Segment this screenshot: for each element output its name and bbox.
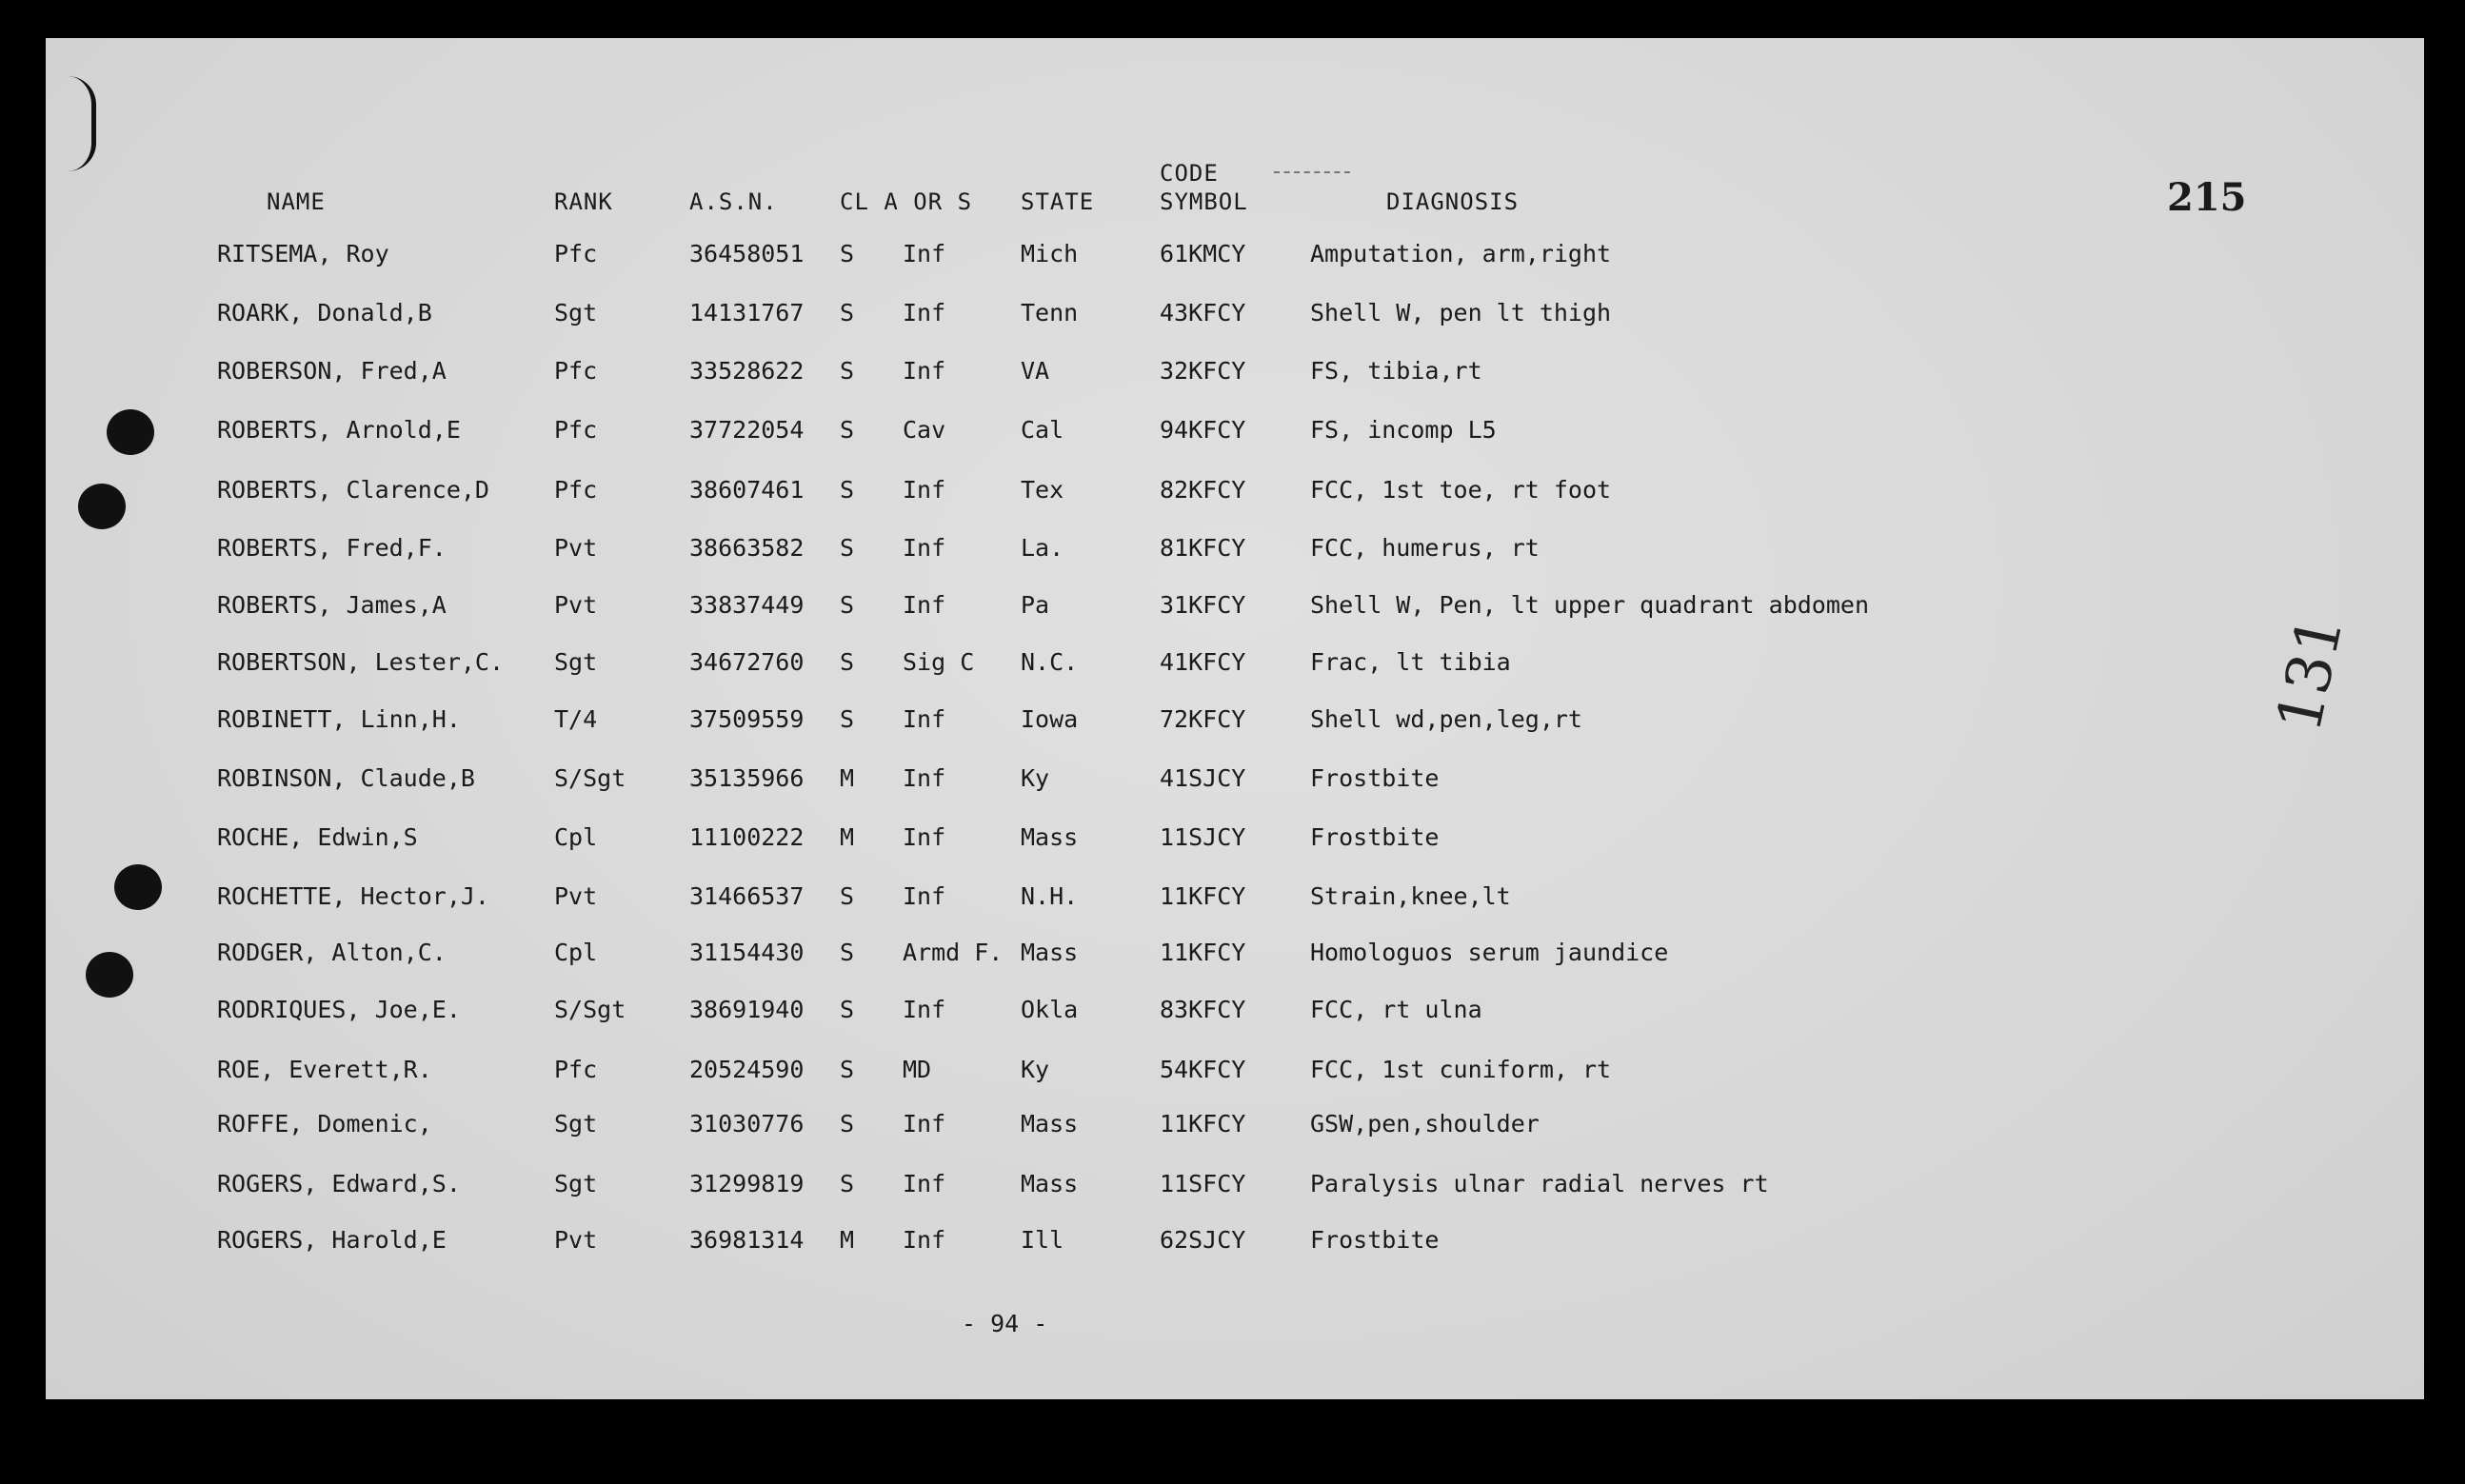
row-class: M (840, 764, 855, 792)
row-asn: 36458051 (689, 240, 805, 267)
row-rank: Pvt (554, 1226, 598, 1254)
row-arm: Inf (903, 1110, 946, 1138)
table-row (46, 764, 2424, 802)
row-name: RITSEMA, Roy (217, 240, 389, 267)
table-row (46, 534, 2424, 572)
row-diagnosis: FCC, rt ulna (1310, 996, 1482, 1023)
row-asn: 37509559 (689, 705, 805, 733)
table-row (46, 1226, 2424, 1264)
row-diagnosis: FCC, 1st cuniform, rt (1310, 1056, 1612, 1083)
row-arm: Inf (903, 882, 946, 910)
row-name: ROBERTSON, Lester,C. (217, 648, 505, 676)
row-diagnosis: Frostbite (1310, 1226, 1440, 1254)
row-arm: Inf (903, 1226, 946, 1254)
row-code-symbol: 54KFCY (1160, 1056, 1246, 1083)
row-state: Mich (1021, 240, 1079, 267)
row-name: ROBERTS, Clarence,D (217, 476, 489, 504)
row-state: VA (1021, 357, 1050, 385)
row-state: Ky (1021, 764, 1050, 792)
row-asn: 34672760 (689, 648, 805, 676)
header-name: NAME (267, 188, 326, 215)
row-asn: 31030776 (689, 1110, 805, 1138)
row-name: ROGERS, Edward,S. (217, 1170, 461, 1197)
row-arm: Inf (903, 534, 946, 562)
row-diagnosis: Shell W, Pen, lt upper quadrant abdomen (1310, 591, 1869, 619)
row-class: M (840, 1226, 855, 1254)
table-row (46, 240, 2424, 278)
table-row (46, 1056, 2424, 1094)
row-state: Mass (1021, 1170, 1079, 1197)
table-row (46, 357, 2424, 395)
row-rank: T/4 (554, 705, 598, 733)
row-state: Iowa (1021, 705, 1079, 733)
header-class-arm: CL A OR S (840, 188, 973, 215)
row-rank: S/Sgt (554, 764, 626, 792)
row-name: ROCHE, Edwin,S (217, 823, 418, 851)
row-arm: Cav (903, 416, 946, 444)
row-asn: 36981314 (689, 1226, 805, 1254)
row-arm: Inf (903, 357, 946, 385)
table-row (46, 1110, 2424, 1148)
row-class: S (840, 1110, 855, 1138)
row-asn: 33837449 (689, 591, 805, 619)
table-row (46, 823, 2424, 861)
row-name: ROBERTS, Fred,F. (217, 534, 447, 562)
row-class: S (840, 416, 855, 444)
document-sheet (46, 38, 2424, 1399)
row-class: S (840, 1056, 855, 1083)
row-diagnosis: FS, tibia,rt (1310, 357, 1482, 385)
table-row (46, 648, 2424, 686)
row-class: S (840, 591, 855, 619)
row-diagnosis: Strain,knee,lt (1310, 882, 1511, 910)
row-diagnosis: FS, incomp L5 (1310, 416, 1497, 444)
row-code-symbol: 61KMCY (1160, 240, 1246, 267)
row-state: Tenn (1021, 299, 1079, 326)
row-asn: 33528622 (689, 357, 805, 385)
row-code-symbol: 31KFCY (1160, 591, 1246, 619)
row-diagnosis: FCC, 1st toe, rt foot (1310, 476, 1612, 504)
row-arm: Inf (903, 1170, 946, 1197)
row-state: Mass (1021, 823, 1079, 851)
row-arm: Inf (903, 996, 946, 1023)
row-rank: Sgt (554, 648, 598, 676)
row-state: Okla (1021, 996, 1079, 1023)
header-asn: A.S.N. (689, 188, 778, 215)
row-code-symbol: 81KFCY (1160, 534, 1246, 562)
row-rank: Sgt (554, 299, 598, 326)
row-code-symbol: 83KFCY (1160, 996, 1246, 1023)
row-rank: S/Sgt (554, 996, 626, 1023)
row-rank: Pfc (554, 357, 598, 385)
row-class: S (840, 534, 855, 562)
row-class: S (840, 240, 855, 267)
row-arm: Inf (903, 299, 946, 326)
table-row (46, 299, 2424, 337)
row-class: M (840, 823, 855, 851)
row-diagnosis: Amputation, arm,right (1310, 240, 1612, 267)
page-number: 215 (2167, 175, 2247, 220)
row-state: Pa (1021, 591, 1050, 619)
row-asn: 31154430 (689, 939, 805, 966)
table-row (46, 416, 2424, 454)
row-rank: Pfc (554, 1056, 598, 1083)
row-asn: 31299819 (689, 1170, 805, 1197)
row-code-symbol: 11SJCY (1160, 823, 1246, 851)
row-rank: Pfc (554, 416, 598, 444)
header-diagnosis: DIAGNOSIS (1386, 188, 1520, 215)
row-diagnosis: Paralysis ulnar radial nerves rt (1310, 1170, 1769, 1197)
row-state: N.C. (1021, 648, 1079, 676)
row-code-symbol: 11SFCY (1160, 1170, 1246, 1197)
row-name: ROCHETTE, Hector,J. (217, 882, 489, 910)
table-row (46, 939, 2424, 977)
row-name: ROARK, Donald,B (217, 299, 432, 326)
row-arm: Inf (903, 823, 946, 851)
handwritten-note: 131 (2264, 609, 2357, 739)
row-name: RODGER, Alton,C. (217, 939, 447, 966)
row-arm: Inf (903, 705, 946, 733)
row-diagnosis: Shell W, pen lt thigh (1310, 299, 1612, 326)
row-class: S (840, 939, 855, 966)
row-arm: Sig C (903, 648, 975, 676)
row-class: S (840, 882, 855, 910)
row-class: S (840, 996, 855, 1023)
row-code-symbol: 62SJCY (1160, 1226, 1246, 1254)
table-row (46, 1170, 2424, 1208)
row-name: ROBINSON, Claude,B (217, 764, 475, 792)
row-state: Mass (1021, 939, 1079, 966)
row-rank: Pvt (554, 882, 598, 910)
row-rank: Pvt (554, 591, 598, 619)
row-asn: 31466537 (689, 882, 805, 910)
row-state: Tex (1021, 476, 1064, 504)
header-symbol: SYMBOL (1160, 188, 1248, 215)
row-diagnosis: FCC, humerus, rt (1310, 534, 1540, 562)
row-code-symbol: 11KFCY (1160, 1110, 1246, 1138)
footer-page-number: - 94 - (962, 1310, 1048, 1337)
row-name: ROBINETT, Linn,H. (217, 705, 461, 733)
row-code-symbol: 41SJCY (1160, 764, 1246, 792)
row-code-symbol: 41KFCY (1160, 648, 1246, 676)
row-code-symbol: 94KFCY (1160, 416, 1246, 444)
binder-clip-mark (57, 76, 96, 171)
row-rank: Pvt (554, 534, 598, 562)
row-class: S (840, 357, 855, 385)
row-asn: 38607461 (689, 476, 805, 504)
row-arm: MD (903, 1056, 932, 1083)
table-row (46, 591, 2424, 629)
row-rank: Pfc (554, 240, 598, 267)
row-class: S (840, 705, 855, 733)
row-class: S (840, 648, 855, 676)
row-diagnosis: GSW,pen,shoulder (1310, 1110, 1540, 1138)
row-asn: 37722054 (689, 416, 805, 444)
row-diagnosis: Shell wd,pen,leg,rt (1310, 705, 1582, 733)
row-code-symbol: 32KFCY (1160, 357, 1246, 385)
row-arm: Inf (903, 764, 946, 792)
row-asn: 35135966 (689, 764, 805, 792)
row-asn: 14131767 (689, 299, 805, 326)
row-asn: 38663582 (689, 534, 805, 562)
row-name: ROBERTS, Arnold,E (217, 416, 461, 444)
row-asn: 11100222 (689, 823, 805, 851)
table-row (46, 476, 2424, 514)
row-code-symbol: 11KFCY (1160, 882, 1246, 910)
header-code: CODE (1160, 160, 1219, 187)
row-diagnosis: Homologuos serum jaundice (1310, 939, 1669, 966)
row-state: Mass (1021, 1110, 1079, 1138)
row-rank: Pfc (554, 476, 598, 504)
row-rank: Sgt (554, 1110, 598, 1138)
row-diagnosis: Frac, lt tibia (1310, 648, 1511, 676)
row-name: ROFFE, Domenic, (217, 1110, 432, 1138)
row-state: Ill (1021, 1226, 1064, 1254)
row-state: Ky (1021, 1056, 1050, 1083)
row-class: S (840, 299, 855, 326)
row-diagnosis: Frostbite (1310, 823, 1440, 851)
row-diagnosis: Frostbite (1310, 764, 1440, 792)
row-state: La. (1021, 534, 1064, 562)
row-class: S (840, 1170, 855, 1197)
row-arm: Inf (903, 591, 946, 619)
table-row (46, 996, 2424, 1034)
row-arm: Inf (903, 476, 946, 504)
row-name: RODRIQUES, Joe,E. (217, 996, 461, 1023)
row-asn: 20524590 (689, 1056, 805, 1083)
header-state: STATE (1021, 188, 1095, 215)
row-class: S (840, 476, 855, 504)
row-name: ROGERS, Harold,E (217, 1226, 447, 1254)
row-asn: 38691940 (689, 996, 805, 1023)
row-state: Cal (1021, 416, 1064, 444)
table-row (46, 882, 2424, 920)
row-name: ROBERSON, Fred,A (217, 357, 447, 385)
header-rule (1274, 171, 1350, 173)
row-code-symbol: 72KFCY (1160, 705, 1246, 733)
row-name: ROE, Everett,R. (217, 1056, 432, 1083)
row-arm: Inf (903, 240, 946, 267)
row-code-symbol: 11KFCY (1160, 939, 1246, 966)
header-rank: RANK (554, 188, 613, 215)
row-rank: Cpl (554, 823, 598, 851)
row-name: ROBERTS, James,A (217, 591, 447, 619)
row-rank: Cpl (554, 939, 598, 966)
table-row (46, 705, 2424, 743)
row-state: N.H. (1021, 882, 1079, 910)
row-rank: Sgt (554, 1170, 598, 1197)
row-arm: Armd F. (903, 939, 1004, 966)
row-code-symbol: 82KFCY (1160, 476, 1246, 504)
row-code-symbol: 43KFCY (1160, 299, 1246, 326)
